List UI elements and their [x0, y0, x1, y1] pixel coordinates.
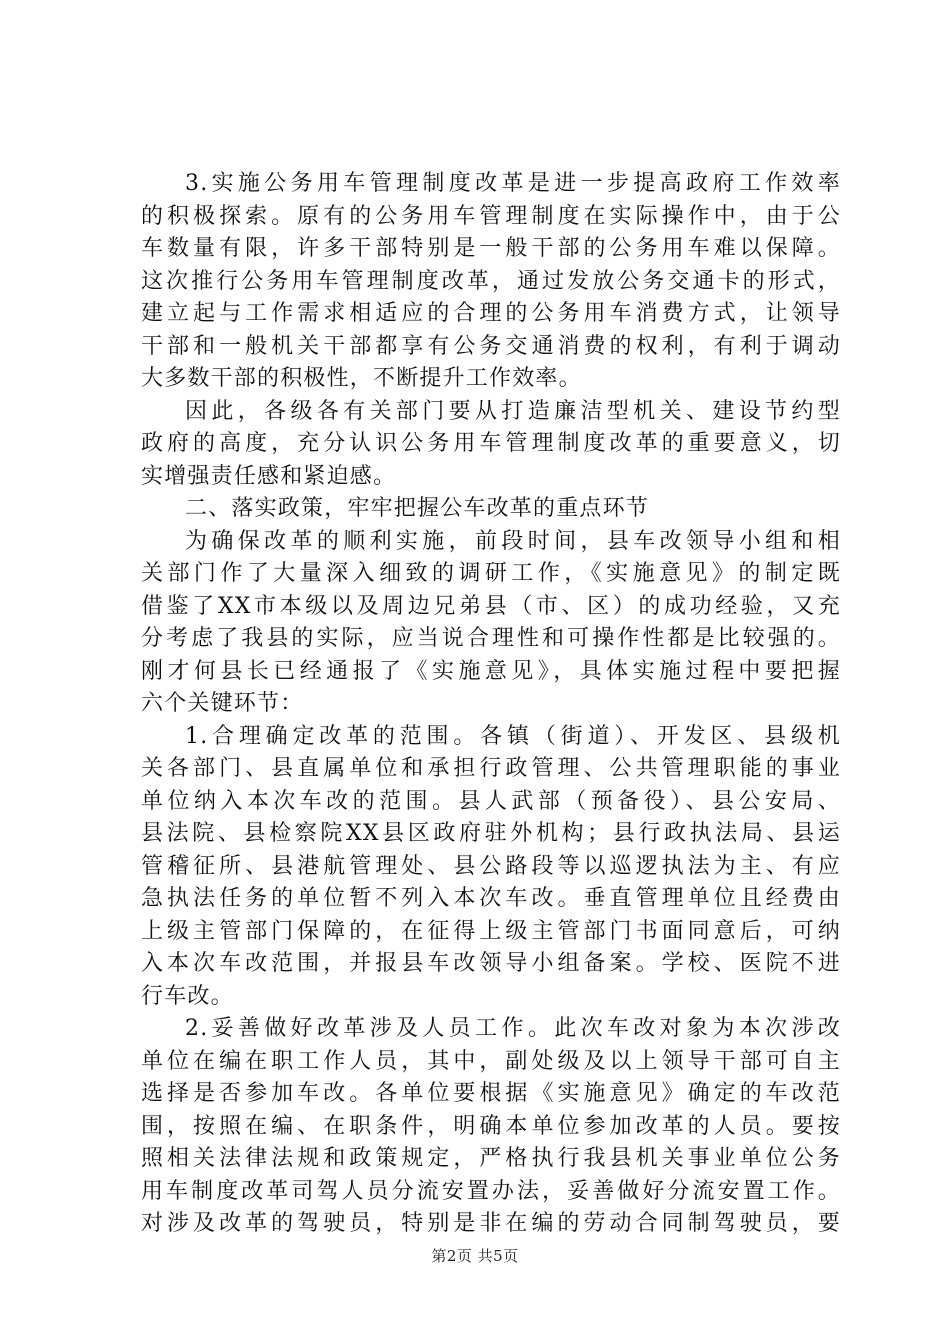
text-line: 干部和一般机关干部都享有公务交通消费的权利，有利于调动	[141, 333, 841, 359]
text-line: 二、落实政策，牢牢把握公车改革的重点环节	[185, 496, 650, 521]
text-line: 管稽征所、县港航管理处、县公路段等以巡逻执法为主、有应	[141, 853, 841, 879]
text-line: 上级主管部门保障的，在征得上级主管部门书面同意后，可纳	[141, 918, 841, 944]
text-line: 六个关键环节：	[141, 691, 304, 716]
text-line: 选择是否参加车改。各单位要根据《实施意见》确定的车改范	[141, 1081, 841, 1106]
text-line: 大多数干部的积极性，不断提升工作效率。	[141, 366, 582, 391]
text-line: 照相关法律法规和政策规定，严格执行我县机关事业单位公务	[141, 1146, 841, 1171]
text-line: 行车改。	[141, 983, 234, 1009]
text-line: 为确保改革的顺利实施，前段时间，县车改领导小组和相	[185, 528, 841, 554]
text-line: 分考虑了我县的实际，应当说合理性和可操作性都是比较强的。	[141, 626, 841, 651]
text-line: 关各部门、县直属单位和承担行政管理、公共管理职能的事业	[141, 756, 841, 781]
text-line: 实增强责任感和紧迫感。	[141, 463, 397, 489]
text-line: 车数量有限，许多干部特别是一般干部的公务用车难以保障。	[141, 236, 841, 261]
text-line: 用车制度改革司驾人员分流安置办法，妥善做好分流安置工作。	[141, 1178, 841, 1204]
text-line: 2.妥善做好改革涉及人员工作。此次车改对象为本次涉改	[185, 1016, 841, 1041]
text-line: 单位在编在职工作人员，其中，副处级及以上领导干部可自主	[141, 1048, 841, 1074]
text-line: 3.实施公务用车管理制度改革是进一步提高政府工作效率	[185, 171, 841, 196]
text-line: 急执法任务的单位暂不列入本次车改。垂直管理单位且经费由	[141, 886, 841, 911]
page-footer: 第2页 共5页	[431, 1247, 519, 1265]
text-line: 借鉴了XX市本级以及周边兄弟县（市、区）的成功经验，又充	[141, 593, 841, 619]
text-line: 入本次车改范围，并报县车改领导小组备案。学校、医院不进	[141, 951, 841, 976]
text-line: 刚才何县长已经通报了《实施意见》，具体实施过程中要把握	[141, 658, 841, 684]
text-line: 政府的高度，充分认识公务用车管理制度改革的重要意义，切	[141, 431, 841, 456]
text-line: 1.合理确定改革的范围。各镇（街道）、开发区、县级机	[185, 723, 841, 749]
text-line: 这次推行公务用车管理制度改革，通过发放公务交通卡的形式，	[141, 268, 841, 294]
text-line: 建立起与工作需求相适应的合理的公务用车消费方式，让领导	[141, 301, 841, 326]
text-line: 单位纳入本次车改的范围。县人武部（预备役）、县公安局、	[141, 788, 841, 814]
text-line: 县法院、县检察院XX县区政府驻外机构；县行政执法局、县运	[141, 821, 841, 846]
document-body	[141, 168, 841, 1241]
text-line: 围，按照在编、在职条件，明确本单位参加改革的人员。要按	[141, 1113, 841, 1139]
text-line: 对涉及改革的驾驶员，特别是非在编的劳动合同制驾驶员，要	[141, 1211, 841, 1236]
text-line: 因此，各级各有关部门要从打造廉洁型机关、建设节约型	[185, 398, 841, 424]
text-line: 关部门作了大量深入细致的调研工作，《实施意见》的制定既	[141, 561, 841, 586]
text-line: 的积极探索。原有的公务用车管理制度在实际操作中，由于公	[141, 203, 841, 229]
